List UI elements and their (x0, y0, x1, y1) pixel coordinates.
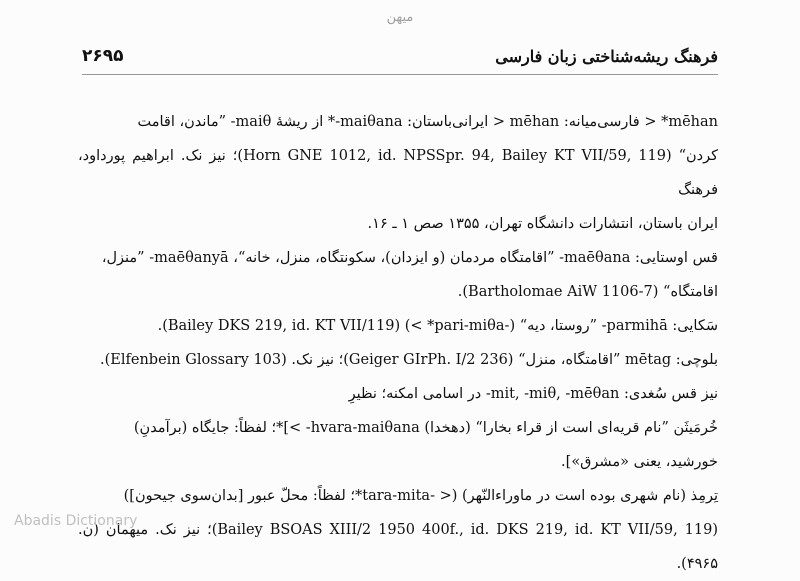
entry-line: نیز قس سُغدی: ‎-mit, -miθ, -mēθan‏ در اسامی امکنه؛ نظیرِ (348, 386, 718, 402)
entry-line: ‎(Bailey BSOAS XIII/2 1950 400f., id. DKS 219, id. KT VII/59, 119)‏؛ نیز نک. میهمان (ن. ۴۹۶۵). (78, 522, 718, 572)
entry-line: اقامتگاه“ ‎(Bartholomae AiW 1106-7)‏. (457, 284, 718, 300)
entry-line: کردن“ ‎(Horn GNE 1012, id. NPSSpr. 94, Bailey KT VII/59, 119)‏؛ نیز نک. ابراهیم پورداود، فرهنگ (78, 148, 719, 198)
entry-line: ایران باستان، انتشارات دانشگاه تهران، ۱۳۵۵ صص ۱ ـ ۱۶. (367, 216, 718, 232)
entry-line: سَکایی: ‎-parmihā‏ ”روستا، دیه“ ‎(< *pari-miθa-)‏ ‎(Bailey DKS 219, id. KT VII/119)‏. (157, 318, 718, 334)
page-number: ۲۶۹۵ (82, 46, 124, 66)
entry-line: خُرمَیثَن ”نام قریه‌ای است از قراء بخارا“ (دهخدا) ‎[< -hvara-maiθana*‏؛ لفظاً: جایگاه (برآمدنِ) (133, 420, 718, 436)
dictionary-entry (78, 105, 718, 581)
entry-line: بلوچی: mētag ”اقامتگاه، منزل“ ‎(Geiger GIrPh. I/2 236)‏؛ نیز نک. ‎(Elfenbein Glossary 103)‏. (100, 352, 718, 368)
entry-line: خورشید، یعنی «مشرق»]. (561, 454, 718, 470)
page-top-title: میهن (386, 10, 414, 25)
book-title: فرهنگ ریشه‌شناختی زبان فارسی (495, 47, 718, 66)
watermark-text: Abadis Dictionary (14, 513, 138, 529)
entry-line: تِرمِذ (نام شهری بوده است در ماوراءالنّهر) ‎(< -tara-mita*‏؛ لفظاً: محلّ عبور [بدان‌سوی جیحون]) (123, 488, 718, 504)
entry-line: قس اوستایی: ‎-maēθana‏ ”اقامتگاه مردمان (و ایزدان)، سکونتگاه، منزل، خانه“، ‎-maēθanyā‏ ”منزل، (101, 250, 718, 266)
entry-line: ‏mēhan* < فارسی‌میانه: mēhan < ایرانی‌باستان: ‎-maiθana*‏ از ریشهٔ ‎-maiθ‏ ”ماندن، اقامت (137, 114, 718, 130)
page-header (82, 44, 718, 75)
